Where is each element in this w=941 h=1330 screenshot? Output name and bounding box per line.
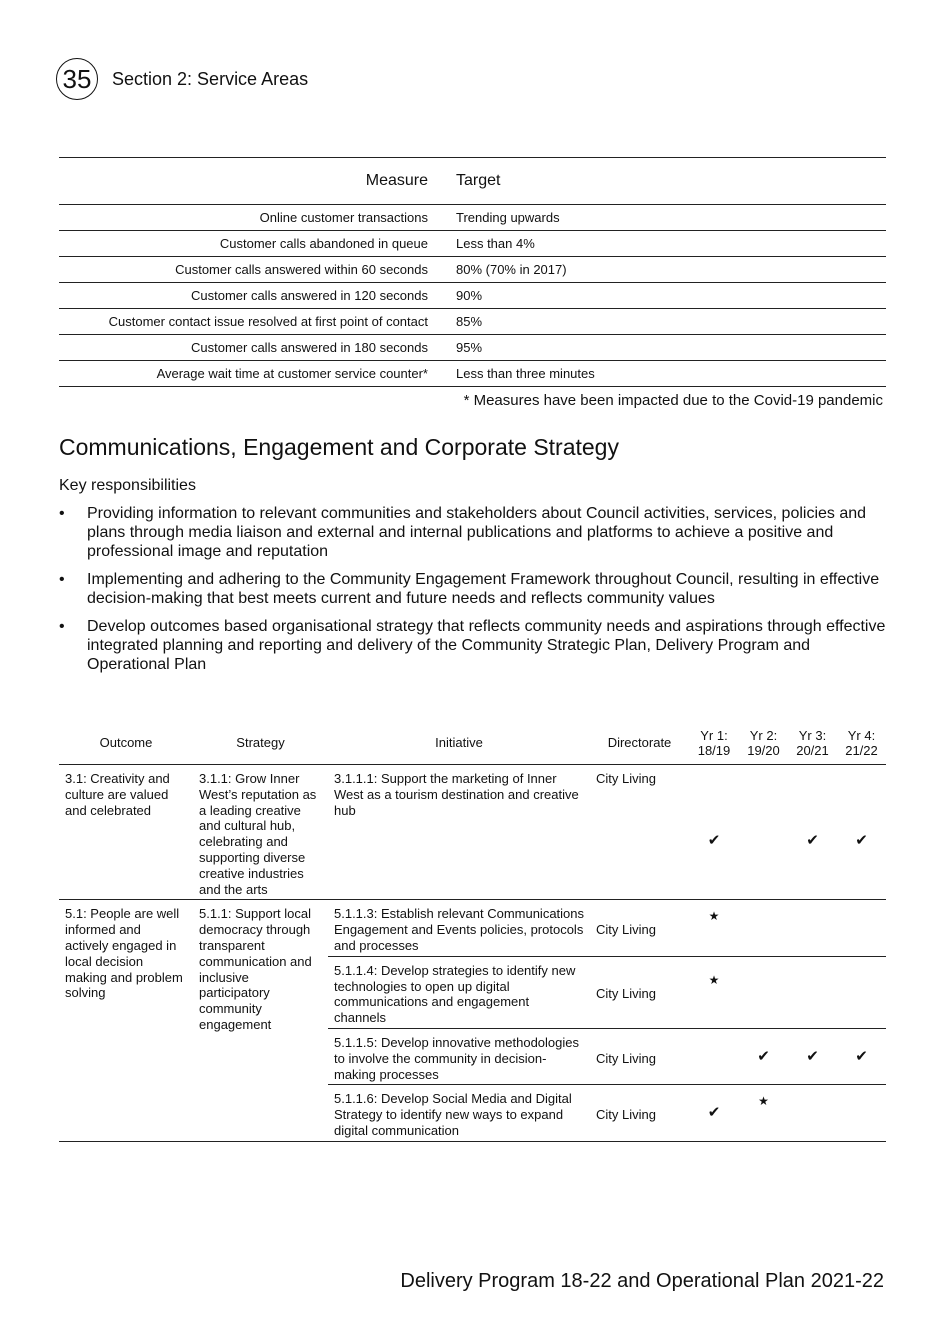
- yr1-period: 18/19: [697, 743, 731, 758]
- yr4-period: 21/22: [845, 743, 878, 758]
- target-cell: 85%: [456, 309, 886, 335]
- initiative-cell: 5.1.1.3: Establish relevant Communications Engagement and Events policies, protocols and processes: [328, 900, 590, 956]
- list-item: [59, 504, 889, 561]
- measures-table: [59, 157, 886, 387]
- yr2-label: Yr 2:: [749, 728, 778, 743]
- checkmark-icon: ✔: [707, 1104, 721, 1122]
- measures-header-row: [59, 158, 886, 205]
- yr2-cell: [739, 900, 788, 956]
- page-footer: Delivery Program 18-22 and Operational Plan 2021-22: [400, 1270, 884, 1292]
- target-column-header: Target: [456, 158, 886, 205]
- table-row: [59, 231, 886, 257]
- yr4-cell: [837, 956, 886, 1028]
- page-number-badge: 35: [56, 58, 98, 100]
- yr2-column-header: [739, 722, 788, 765]
- measure-cell: Online customer transactions: [59, 205, 456, 231]
- yr1-cell: [689, 1028, 739, 1084]
- bullet-icon: •: [59, 618, 65, 635]
- measure-cell: Average wait time at customer service counter*: [59, 361, 456, 387]
- bullet-icon: •: [59, 571, 65, 588]
- table-row: [59, 335, 886, 361]
- page-header: [56, 56, 308, 102]
- checkmark-icon: ✔: [855, 1047, 868, 1065]
- target-cell: 90%: [456, 283, 886, 309]
- yr4-cell: [837, 900, 886, 956]
- yr3-column-header: [788, 722, 837, 765]
- plan-header-row: [59, 722, 886, 765]
- yr4-cell: [837, 1085, 886, 1141]
- target-cell: Less than three minutes: [456, 361, 886, 387]
- yr1-cell: [689, 900, 739, 956]
- outcome-column-header: Outcome: [59, 722, 193, 765]
- yr2-cell: [739, 1028, 788, 1084]
- yr3-cell: [788, 1085, 837, 1141]
- checkmark-icon: ✔: [757, 1047, 770, 1065]
- star-icon: ★: [758, 1093, 769, 1108]
- measure-cell: Customer contact issue resolved at first point of contact: [59, 309, 456, 335]
- target-cell: Less than 4%: [456, 231, 886, 257]
- yr4-column-header: [837, 722, 886, 765]
- table-row: [59, 361, 886, 387]
- table-row: [59, 283, 886, 309]
- measure-column-header: Measure: [59, 158, 456, 205]
- yr3-label: Yr 3:: [798, 728, 827, 743]
- checkmark-icon: ✔: [806, 832, 819, 849]
- yr3-period: 20/21: [796, 743, 829, 758]
- list-item-text: Providing information to relevant communities and stakeholders about Council activities, services, policies and plans through media liaison and external and internal publications and platforms to achieve a positive and professional image and reputation: [87, 505, 867, 560]
- outcome-cell: 3.1: Creativity and culture are valued and celebrated: [59, 765, 193, 900]
- initiative-cell: 5.1.1.4: Develop strategies to identify new technologies to open up digital communications and engagement channels: [328, 956, 590, 1028]
- initiative-cell: 3.1.1.1: Support the marketing of Inner West as a tourism destination and creative hub: [328, 765, 590, 900]
- measures-footnote: * Measures have been impacted due to the Covid-19 pandemic: [463, 392, 883, 409]
- yr2-cell: [739, 765, 788, 900]
- yr2-period: 19/20: [747, 743, 780, 758]
- target-cell: 80% (70% in 2017): [456, 257, 886, 283]
- star-icon: ★: [708, 972, 720, 987]
- list-item: [59, 570, 889, 608]
- target-cell: 95%: [456, 335, 886, 361]
- measure-cell: Customer calls answered within 60 seconds: [59, 257, 456, 283]
- yr1-cell: [689, 956, 739, 1028]
- table-row: [59, 900, 886, 956]
- section-heading: Communications, Engagement and Corporate Strategy: [59, 434, 619, 460]
- yr4-cell: [837, 765, 886, 900]
- responsibilities-list: [59, 504, 889, 683]
- yr1-column-header: [689, 722, 739, 765]
- yr1-cell: [689, 765, 739, 900]
- initiative-cell: 5.1.1.5: Develop innovative methodologies to involve the community in decision-making processes: [328, 1028, 590, 1084]
- yr3-cell: [788, 900, 837, 956]
- yr2-cell: [739, 956, 788, 1028]
- outcome-cell: 5.1: People are well informed and actively engaged in local decision making and problem solving: [59, 900, 193, 1141]
- measure-cell: Customer calls answered in 120 seconds: [59, 283, 456, 309]
- checkmark-icon: ✔: [855, 832, 868, 849]
- star-icon: ★: [708, 908, 720, 923]
- directorate-cell: City Living: [590, 1085, 689, 1141]
- directorate-cell: City Living: [590, 900, 689, 956]
- initiative-column-header: Initiative: [328, 722, 590, 765]
- target-cell: Trending upwards: [456, 205, 886, 231]
- table-row: [59, 257, 886, 283]
- table-row: [59, 205, 886, 231]
- strategy-cell: 3.1.1: Grow Inner West’s reputation as a leading creative and cultural hub, celebrating and supporting diverse creative industries and the arts: [193, 765, 328, 900]
- measure-cell: Customer calls abandoned in queue: [59, 231, 456, 257]
- yr1-label: Yr 1:: [700, 728, 728, 743]
- table-row: [59, 309, 886, 335]
- bullet-icon: •: [59, 505, 65, 522]
- directorate-cell: City Living: [590, 765, 689, 900]
- plan-table: [59, 722, 886, 1142]
- strategy-cell: 5.1.1: Support local democracy through transparent communication and inclusive participatory community engagement: [193, 900, 328, 1141]
- key-responsibilities-label: Key responsibilities: [59, 477, 196, 494]
- initiative-cell: 5.1.1.6: Develop Social Media and Digital Strategy to identify new ways to expand digital communication: [328, 1085, 590, 1141]
- section-title: Section 2: Service Areas: [112, 68, 309, 89]
- measure-cell: Customer calls answered in 180 seconds: [59, 335, 456, 361]
- list-item: [59, 617, 889, 674]
- strategy-column-header: Strategy: [193, 722, 328, 765]
- directorate-cell: City Living: [590, 1028, 689, 1084]
- table-row: [59, 765, 886, 900]
- yr4-label: Yr 4:: [847, 728, 876, 743]
- yr3-cell: [788, 1028, 837, 1084]
- yr3-cell: [788, 765, 837, 900]
- checkmark-icon: ✔: [707, 832, 721, 849]
- yr3-cell: [788, 956, 837, 1028]
- checkmark-icon: ✔: [806, 1047, 819, 1065]
- yr2-cell: [739, 1085, 788, 1141]
- list-item-text: Develop outcomes based organisational strategy that reflects community needs and aspirations through effective integrated planning and reporting and delivery of the Community Strategic Plan, Delivery Program and Operational Plan: [87, 618, 886, 673]
- directorate-cell: City Living: [590, 956, 689, 1028]
- yr1-cell: [689, 1085, 739, 1141]
- list-item-text: Implementing and adhering to the Community Engagement Framework throughout Council, resulting in effective decision-making that best meets current and future needs and reflects community values: [87, 571, 880, 607]
- yr4-cell: [837, 1028, 886, 1084]
- directorate-column-header: Directorate: [590, 722, 689, 765]
